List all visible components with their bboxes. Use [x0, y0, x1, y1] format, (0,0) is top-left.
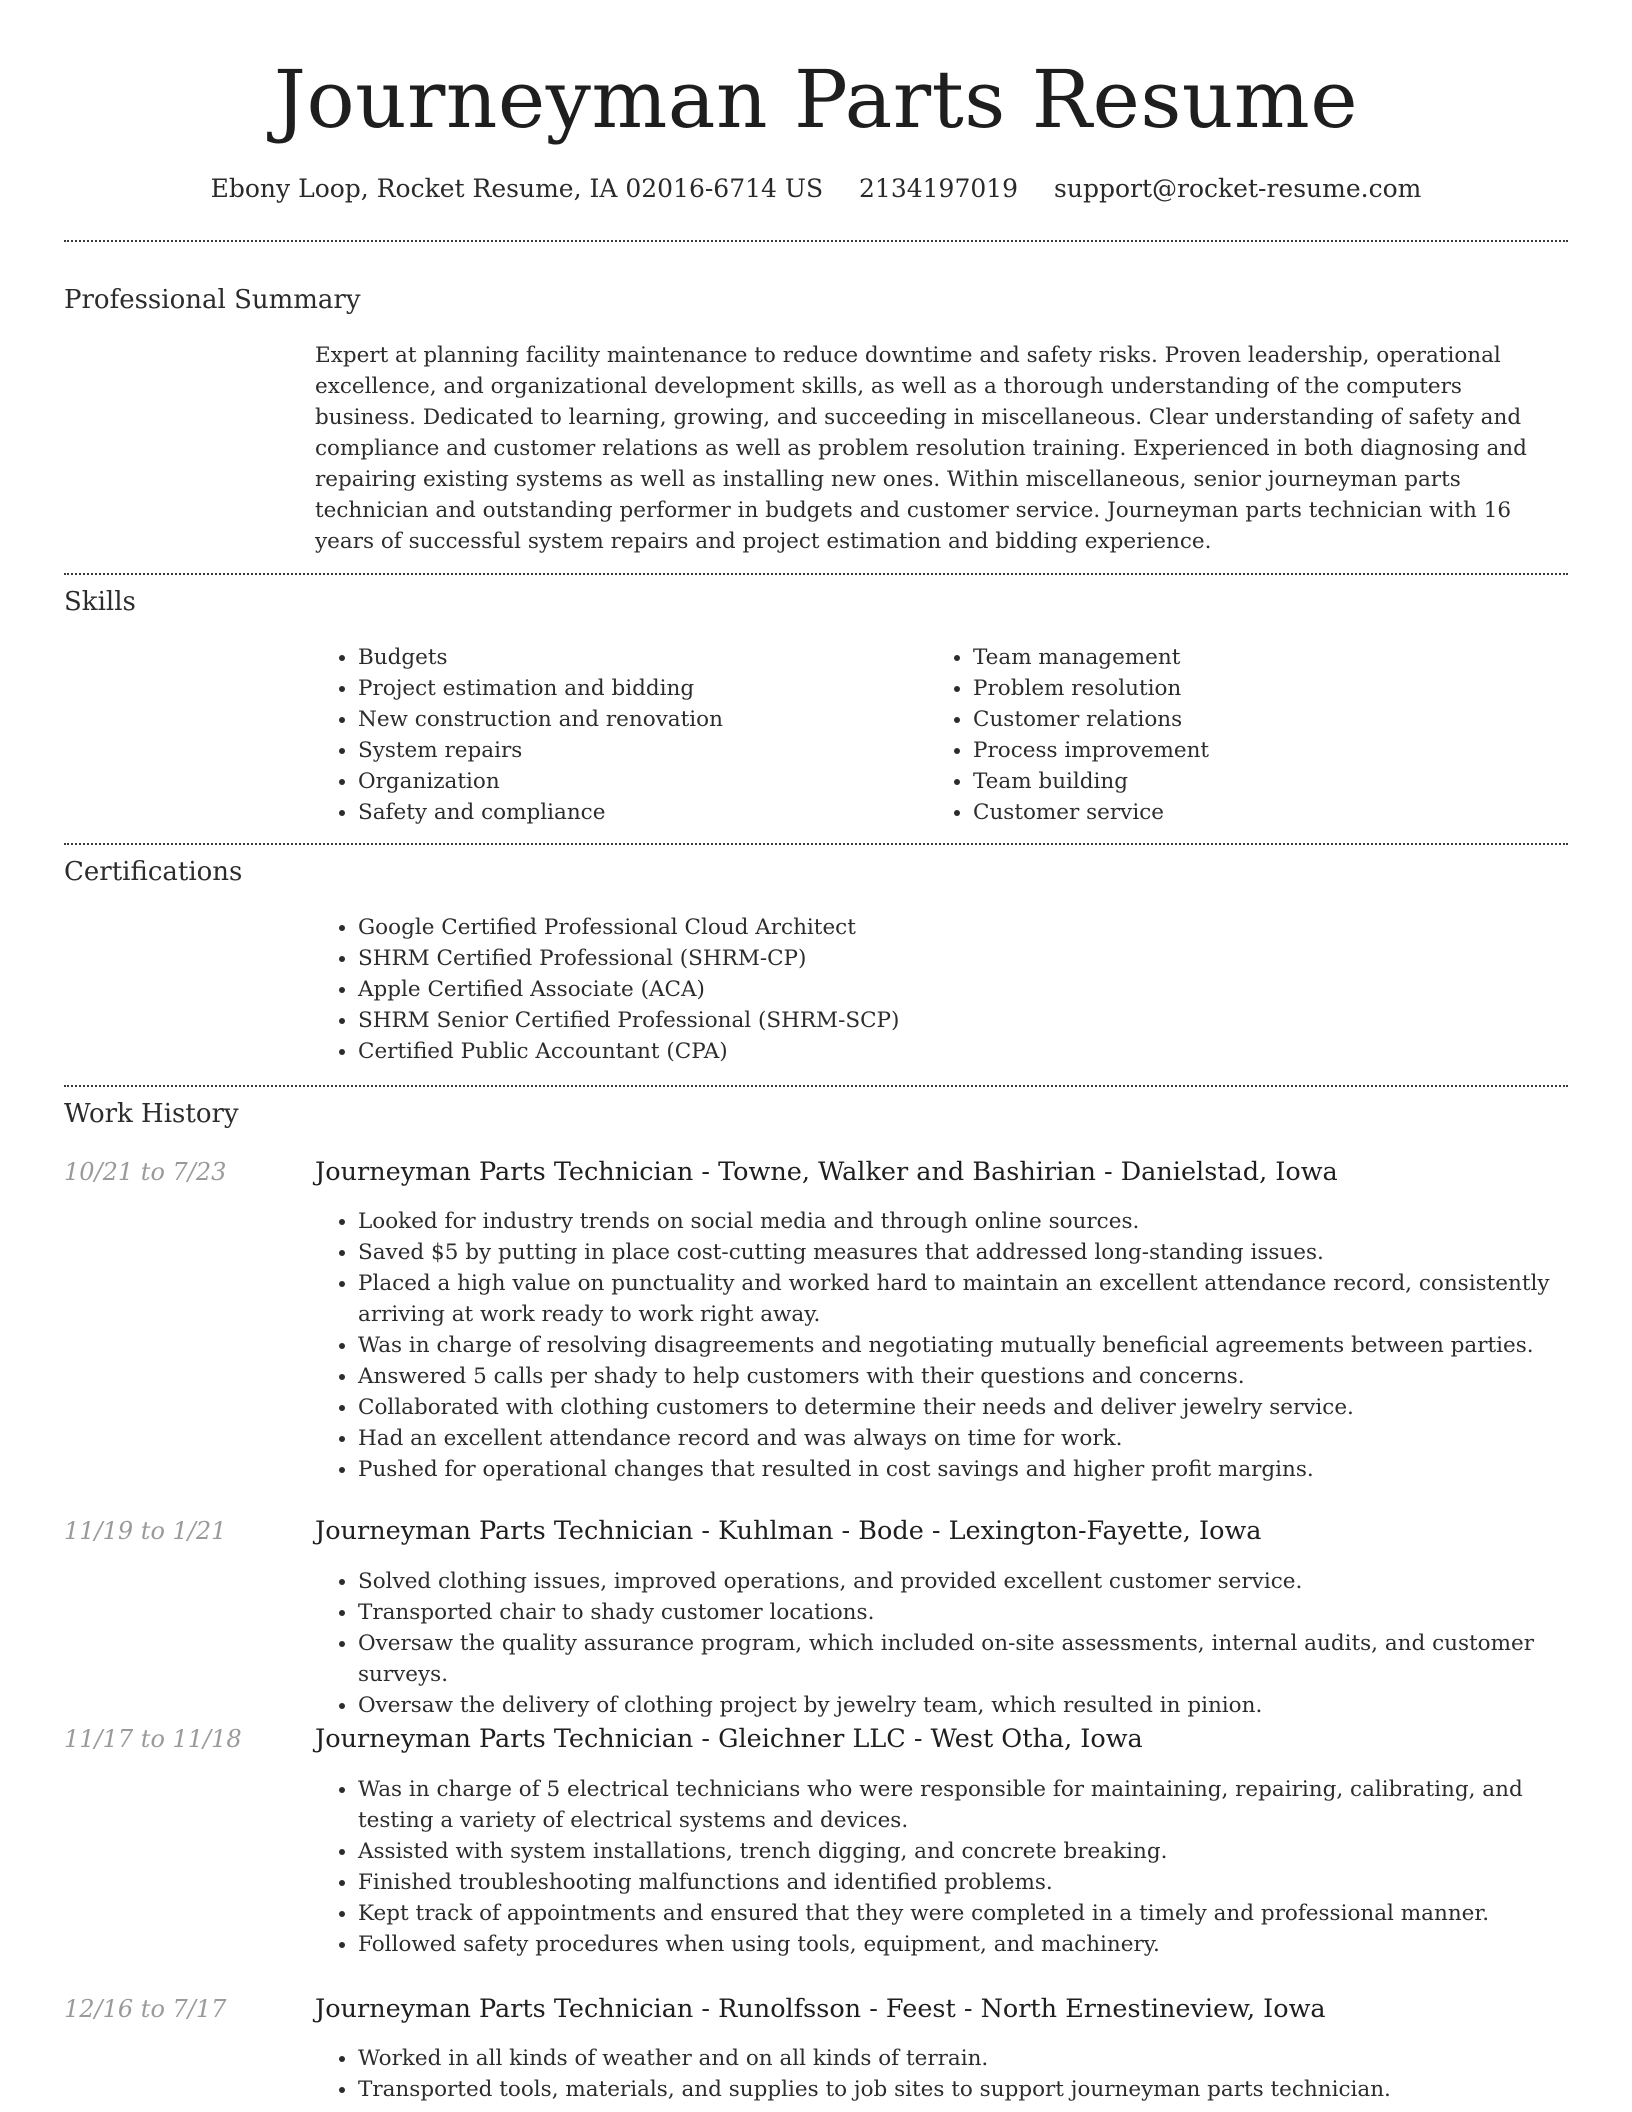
- skill-item: • Customer relations: [973, 704, 1573, 735]
- job-bullet: • Transported tools, materials, and supplies to job sites to support journeyman parts technician.: [358, 2074, 1594, 2105]
- job-title: Journeyman Parts Technician - Gleichner LLC - West Otha, Iowa: [315, 1724, 1143, 1754]
- job-bullets: [314, 1206, 1594, 1485]
- section-divider: [64, 843, 1568, 845]
- skill-item: • Problem resolution: [973, 673, 1573, 704]
- contact-phone: 2134197019: [859, 174, 1019, 203]
- job-bullet: • Finished troubleshooting malfunctions and identified problems.: [358, 1867, 1594, 1898]
- job-bullet: • Was in charge of resolving disagreements and negotiating mutually beneficial agreements between parties.: [358, 1330, 1594, 1361]
- job-bullet: • Collaborated with clothing customers to determine their needs and deliver jewelry service.: [358, 1392, 1594, 1423]
- certification-item: • SHRM Certified Professional (SHRM-CP): [358, 943, 1558, 974]
- job-date: 10/21 to 7/23: [64, 1158, 227, 1186]
- job-title: Journeyman Parts Technician - Runolfsson - Feest - North Ernestineview, Iowa: [315, 1994, 1326, 2024]
- work-history-heading: Work History: [64, 1099, 239, 1129]
- summary-text: Expert at planning facility maintenance to reduce downtime and safety risks. Proven leadership, operational excellence, and organizational development skills, as well as a thorough understanding of the computers business. Dedicated to learning, growing, and succeeding in miscellaneous. Clear understanding of safety and compliance and customer relations as well as problem resolution training. Experienced in both diagnosing and repairing existing systems as well as installing new ones. Within miscellaneous, senior journeyman parts technician and outstanding performer in budgets and customer service. Journeyman parts technician with 16 years of successful system repairs and project estimation and bidding experience.: [315, 343, 1527, 554]
- job-bullet: • Oversaw the quality assurance program, which included on-site assessments, internal audits, and customer surveys.: [358, 1628, 1594, 1690]
- job-bullet: • Pushed for operational changes that resulted in cost savings and higher profit margins.: [358, 1454, 1594, 1485]
- skill-item: • Customer service: [973, 797, 1573, 828]
- job-bullet: • Transported chair to shady customer locations.: [358, 1597, 1594, 1628]
- job-title: Journeyman Parts Technician - Kuhlman - Bode - Lexington-Fayette, Iowa: [315, 1516, 1262, 1546]
- skill-item: • Budgets: [358, 642, 918, 673]
- skill-item: • Team building: [973, 766, 1573, 797]
- job-bullet: • Was in charge of 5 electrical technicians who were responsible for maintaining, repairing, calibrating, and testing a variety of electrical systems and devices.: [358, 1774, 1594, 1836]
- job-bullet: • Had an excellent attendance record and was always on time for work.: [358, 1423, 1594, 1454]
- certification-item: • Google Certified Professional Cloud Architect: [358, 912, 1558, 943]
- certification-item: • SHRM Senior Certified Professional (SHRM-SCP): [358, 1005, 1558, 1036]
- job-bullet: • Assisted with system installations, trench digging, and concrete breaking.: [358, 1836, 1594, 1867]
- job-bullets: [314, 2043, 1594, 2105]
- skills-heading: Skills: [64, 587, 136, 617]
- summary-heading: Professional Summary: [64, 285, 361, 315]
- job-bullet: • Solved clothing issues, improved operations, and provided excellent customer service.: [358, 1566, 1594, 1597]
- skill-item: • Project estimation and bidding: [358, 673, 918, 704]
- certification-item: • Certified Public Accountant (CPA): [358, 1036, 1558, 1067]
- job-bullet: • Kept track of appointments and ensured that they were completed in a timely and professional manner.: [358, 1898, 1594, 1929]
- job-bullet: • Placed a high value on punctuality and worked hard to maintain an excellent attendance record, consistently arriving at work ready to work right away.: [358, 1268, 1594, 1330]
- certifications-list: [314, 912, 1558, 1067]
- contact-email: support@rocket-resume.com: [1054, 174, 1422, 203]
- job-bullet: • Oversaw the delivery of clothing project by jewelry team, which resulted in pinion.: [358, 1690, 1594, 1721]
- skill-item: • New construction and renovation: [358, 704, 918, 735]
- section-divider: [64, 240, 1568, 242]
- certification-item: • Apple Certified Associate (ACA): [358, 974, 1558, 1005]
- skill-item: • Process improvement: [973, 735, 1573, 766]
- job-bullets: [314, 1774, 1594, 1960]
- skill-item: • Team management: [973, 642, 1573, 673]
- certifications-heading: Certifications: [64, 857, 243, 887]
- job-date: 12/16 to 7/17: [64, 1995, 227, 2023]
- job-title: Journeyman Parts Technician - Towne, Walker and Bashirian - Danielstad, Iowa: [315, 1157, 1338, 1187]
- job-bullet: • Answered 5 calls per shady to help customers with their questions and concerns.: [358, 1361, 1594, 1392]
- skills-list-left: [314, 642, 918, 828]
- job-date: 11/19 to 1/21: [64, 1517, 227, 1545]
- resume-title: Journeyman Parts Resume: [273, 53, 1359, 146]
- skill-item: • Organization: [358, 766, 918, 797]
- skill-item: • System repairs: [358, 735, 918, 766]
- contact-line: [0, 170, 1632, 208]
- contact-address: Ebony Loop, Rocket Resume, IA 02016-6714 US: [210, 174, 824, 203]
- job-bullets: [314, 1566, 1594, 1721]
- job-bullet: • Worked in all kinds of weather and on all kinds of terrain.: [358, 2043, 1594, 2074]
- skill-item: • Safety and compliance: [358, 797, 918, 828]
- job-bullet: • Saved $5 by putting in place cost-cutting measures that addressed long-standing issues.: [358, 1237, 1594, 1268]
- job-bullet: • Looked for industry trends on social media and through online sources.: [358, 1206, 1594, 1237]
- skills-list-right: [929, 642, 1573, 828]
- job-date: 11/17 to 11/18: [64, 1725, 242, 1753]
- section-divider: [64, 573, 1568, 575]
- job-bullet: • Followed safety procedures when using tools, equipment, and machinery.: [358, 1929, 1594, 1960]
- section-divider: [64, 1085, 1568, 1087]
